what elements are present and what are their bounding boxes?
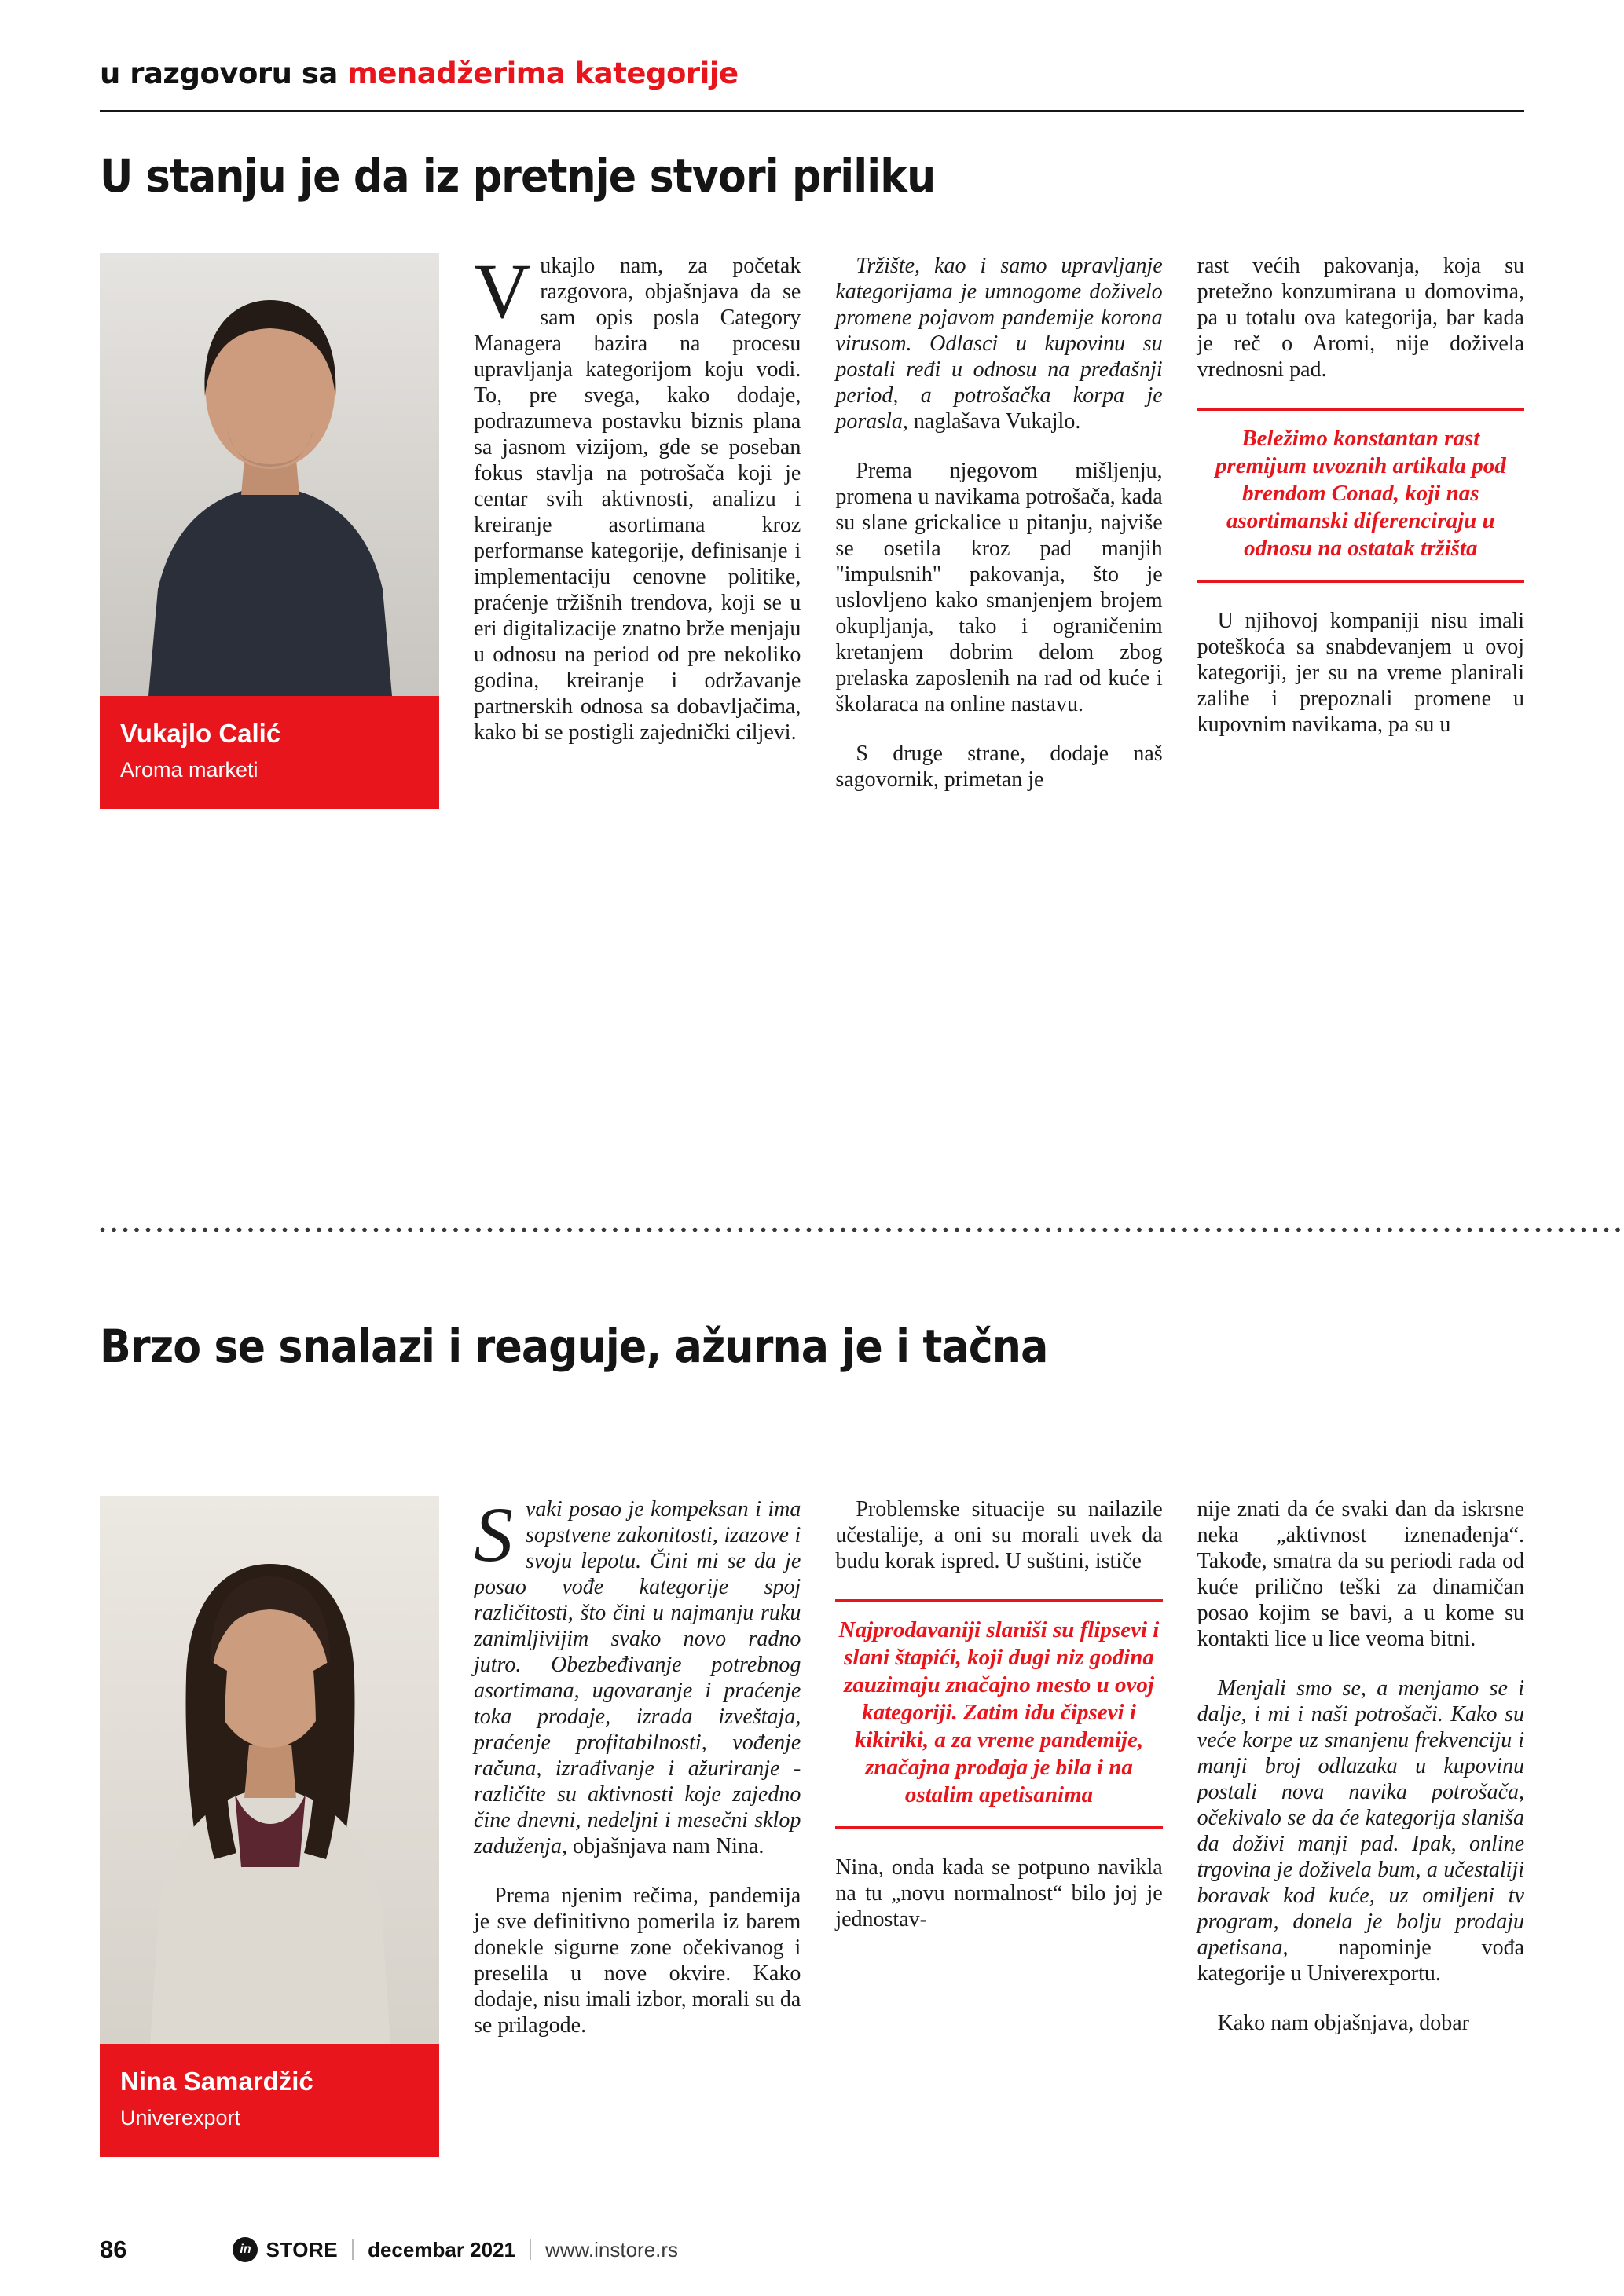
paragraph: rast većih pakovanja, koja su pretežno konzumirana u domovima, pa u totalu ova kategorija, bar kada je reč o Aromi, nije doživela vrednosni pad. bbox=[1197, 254, 1524, 382]
issue-date: decembar 2021 bbox=[368, 2237, 515, 2261]
paragraph bbox=[1197, 1675, 1524, 1987]
woman-portrait-illustration bbox=[100, 1496, 439, 2044]
pullquote: Beležimo konstantan rast premijum uvoznih artikala pod brendom Conad, koji nas asortimanski diferenciraju u odnosu na ostatak tržišta bbox=[1197, 408, 1524, 583]
header-rule bbox=[100, 110, 1524, 112]
kicker-red-text: menadžerima kategorije bbox=[347, 57, 739, 90]
article2-photo-column bbox=[100, 1496, 439, 2157]
dotted-divider bbox=[100, 1227, 1624, 1232]
paragraph: Prema njenim rečima, pandemija je sve definitivno pomerila iz barem donekle sigurne zone očekivanog i preselila u nove okvire. Kako dodaje, nisu imali izbor, morali su da se prilagode. bbox=[474, 1884, 801, 2038]
paragraph-text: ukajlo nam, za početak razgovora, objašnjava da se sam opis posla Category Managera bazira na procesu upravljanja kategorijom koju vodi. To, pre svega, kako dodaje, podrazumeva postavku biznis plana sa jasnom vizijom, gde se poseban fokus stavlja na potrošača koji je centar svih aktivnosti, analizu i kreiranje asortimana kroz performanse kategorije, definisanje i implementaciju cenovne politike, praćenje tržišnih trendova, koji se u eri digitalizacije znatno brže menjaju u odnosu na period od pre nekoliko godina, kreiranje i održavanje partnerskih odnosa sa dobavljačima, kako bi se postigli zajednički ciljevi. bbox=[474, 254, 801, 745]
instore-logo-icon: in bbox=[233, 2237, 258, 2262]
attribution-text: napominje vođa kategorije u Univerexportu. bbox=[1197, 1935, 1524, 1986]
article2-column-1 bbox=[474, 1491, 801, 2157]
quote-italic-text: Menjali smo se, a menjamo se i dalje, i mi i naši potrošači. Kako su veće korpe uz smanjenu frekvenciju i manji broj odlazaka u kupovinu postali nova navika potrošača, očekivalo se da će kategorija slaniša da doživi manji pad. Ipak, online trgovina je doživela bum, a učestaliji boravak kod kuće, uz omiljeni tv program, donela je bolju prodaju apetisana, bbox=[1197, 1676, 1524, 1960]
paragraph: U njihovoj kompaniji nisu imali poteškoća sa snabdevanjem u ovoj kategoriji, jer su na vreme planirali zalihe i prepoznali promene u kupovnim navikama, pa su u bbox=[1197, 609, 1524, 737]
attribution-text: naglašava Vukajlo. bbox=[907, 409, 1081, 434]
article2-photo-caption bbox=[100, 2044, 439, 2157]
dropcap-letter: S bbox=[474, 1491, 513, 1578]
paragraph: Prema njegovom mišljenju, promena u navikama potrošača, kada su slane grickalice u pitanju, najviše se osetila kroz pad manjih "impulsnih" pakovanja, što je uslovljeno kako smanjenjem brojem okupljanja, tako i ograničenim kretanjem dobrim delom zbog prelaska zaposlenih na rad od kuće i školaraca na online nastavu. bbox=[835, 459, 1163, 716]
page-number: 86 bbox=[100, 2236, 127, 2263]
paragraph: S druge strane, dodaje naš sagovornik, primetan je bbox=[835, 742, 1163, 792]
kicker-black-text: u razgovoru sa bbox=[100, 57, 348, 90]
quote-italic-text: Tržište, kao i samo upravljanje kategorijama je umnogome doživelo promene pojavom pandemije korona virusom. Odlasci u kupovinu su postali ređi u odnosu na pređašnji period, a potrošačka korpa je porasla, bbox=[835, 254, 1163, 434]
paragraph: Nina, onda kada se potpuno navikla na tu „novu normalnost“ bilo joj je jednostav- bbox=[835, 1855, 1163, 1932]
footer-separator bbox=[352, 2239, 354, 2260]
page-footer bbox=[100, 2236, 1524, 2264]
paragraph: Kako nam objašnjava, dobar bbox=[1217, 2011, 1470, 2035]
dropcap-letter: V bbox=[474, 247, 531, 335]
paragraph: Problemske situacije su nailazile učestalije, a oni su morali uvek da budu korak ispred. U suštini, ističe bbox=[835, 1497, 1163, 1573]
article1-column-1 bbox=[474, 247, 801, 809]
person-name: Nina Samardžić bbox=[120, 2067, 313, 2096]
article2-body bbox=[100, 1491, 1524, 2157]
man-portrait-illustration bbox=[100, 253, 439, 696]
website-url: www.instore.rs bbox=[545, 2237, 679, 2261]
pullquote: Najprodavaniji slaniši su flipsevi i slani štapići, koji dugi niz godina zauzimaju značajno mesto u ovoj kategoriji. Zatim idu čipsevi i kikiriki, a za vreme pandemije, značajna prodaja je bila i na ostalim apetisanima bbox=[835, 1599, 1162, 1829]
paragraph bbox=[474, 247, 801, 745]
paragraph bbox=[474, 1491, 801, 1859]
attribution-text: objašnjava nam Nina. bbox=[567, 1834, 764, 1858]
paragraph: nije znati da će svaki dan da iskrsne neka „aktivnost iznenađenja“. Takođe, smatra da su periodi rada od kuće prilično teški za dinamičan posao kojim se bavi, a u kome su kontakti lice u lice veoma bitni. bbox=[1197, 1497, 1524, 1651]
paragraph bbox=[835, 253, 1162, 434]
article1-body bbox=[100, 247, 1524, 809]
article2-title: Brzo se snalazi i reaguje, ažurna je i tačna bbox=[100, 1320, 1048, 1373]
person-company: Aroma marketi bbox=[120, 758, 258, 782]
article1-column-2 bbox=[835, 253, 1162, 809]
footer-separator bbox=[530, 2239, 531, 2260]
article1-photo-column bbox=[100, 253, 439, 809]
nina-portrait-photo bbox=[100, 1496, 439, 2044]
brand-name: STORE bbox=[266, 2237, 339, 2261]
person-name: Vukajlo Calić bbox=[120, 719, 281, 748]
article1-photo-caption bbox=[100, 696, 439, 809]
article2-column-3 bbox=[1197, 1496, 1524, 2157]
vukajlo-portrait-photo bbox=[100, 253, 439, 696]
person-company: Univerexport bbox=[120, 2106, 241, 2130]
section-kicker bbox=[100, 57, 739, 90]
article1-title: U stanju je da iz pretnje stvori priliku bbox=[100, 149, 936, 203]
article1-column-3 bbox=[1197, 253, 1524, 809]
article2-column-2 bbox=[835, 1496, 1162, 2157]
quote-italic-text: vaki posao je kompeksan i ima sopstvene zakonitosti, izazove i svoju lepotu. Čini mi se da je posao vođe kategorije spoj različitosti, što čini u najmanju ruku zanimljivijim svako novo radno jutro. Obezbeđivanje potrebnog asortimana, ugovaranje i praćenje toka prodaje, izrada izveštaja, praćenje profitabilnosti, vođenje računa, izrađivanje i ažuriranje - različite su aktivnosti koje zajedno čine dnevni, nedeljni i mesečni sklop zaduženja, bbox=[474, 1497, 801, 1858]
